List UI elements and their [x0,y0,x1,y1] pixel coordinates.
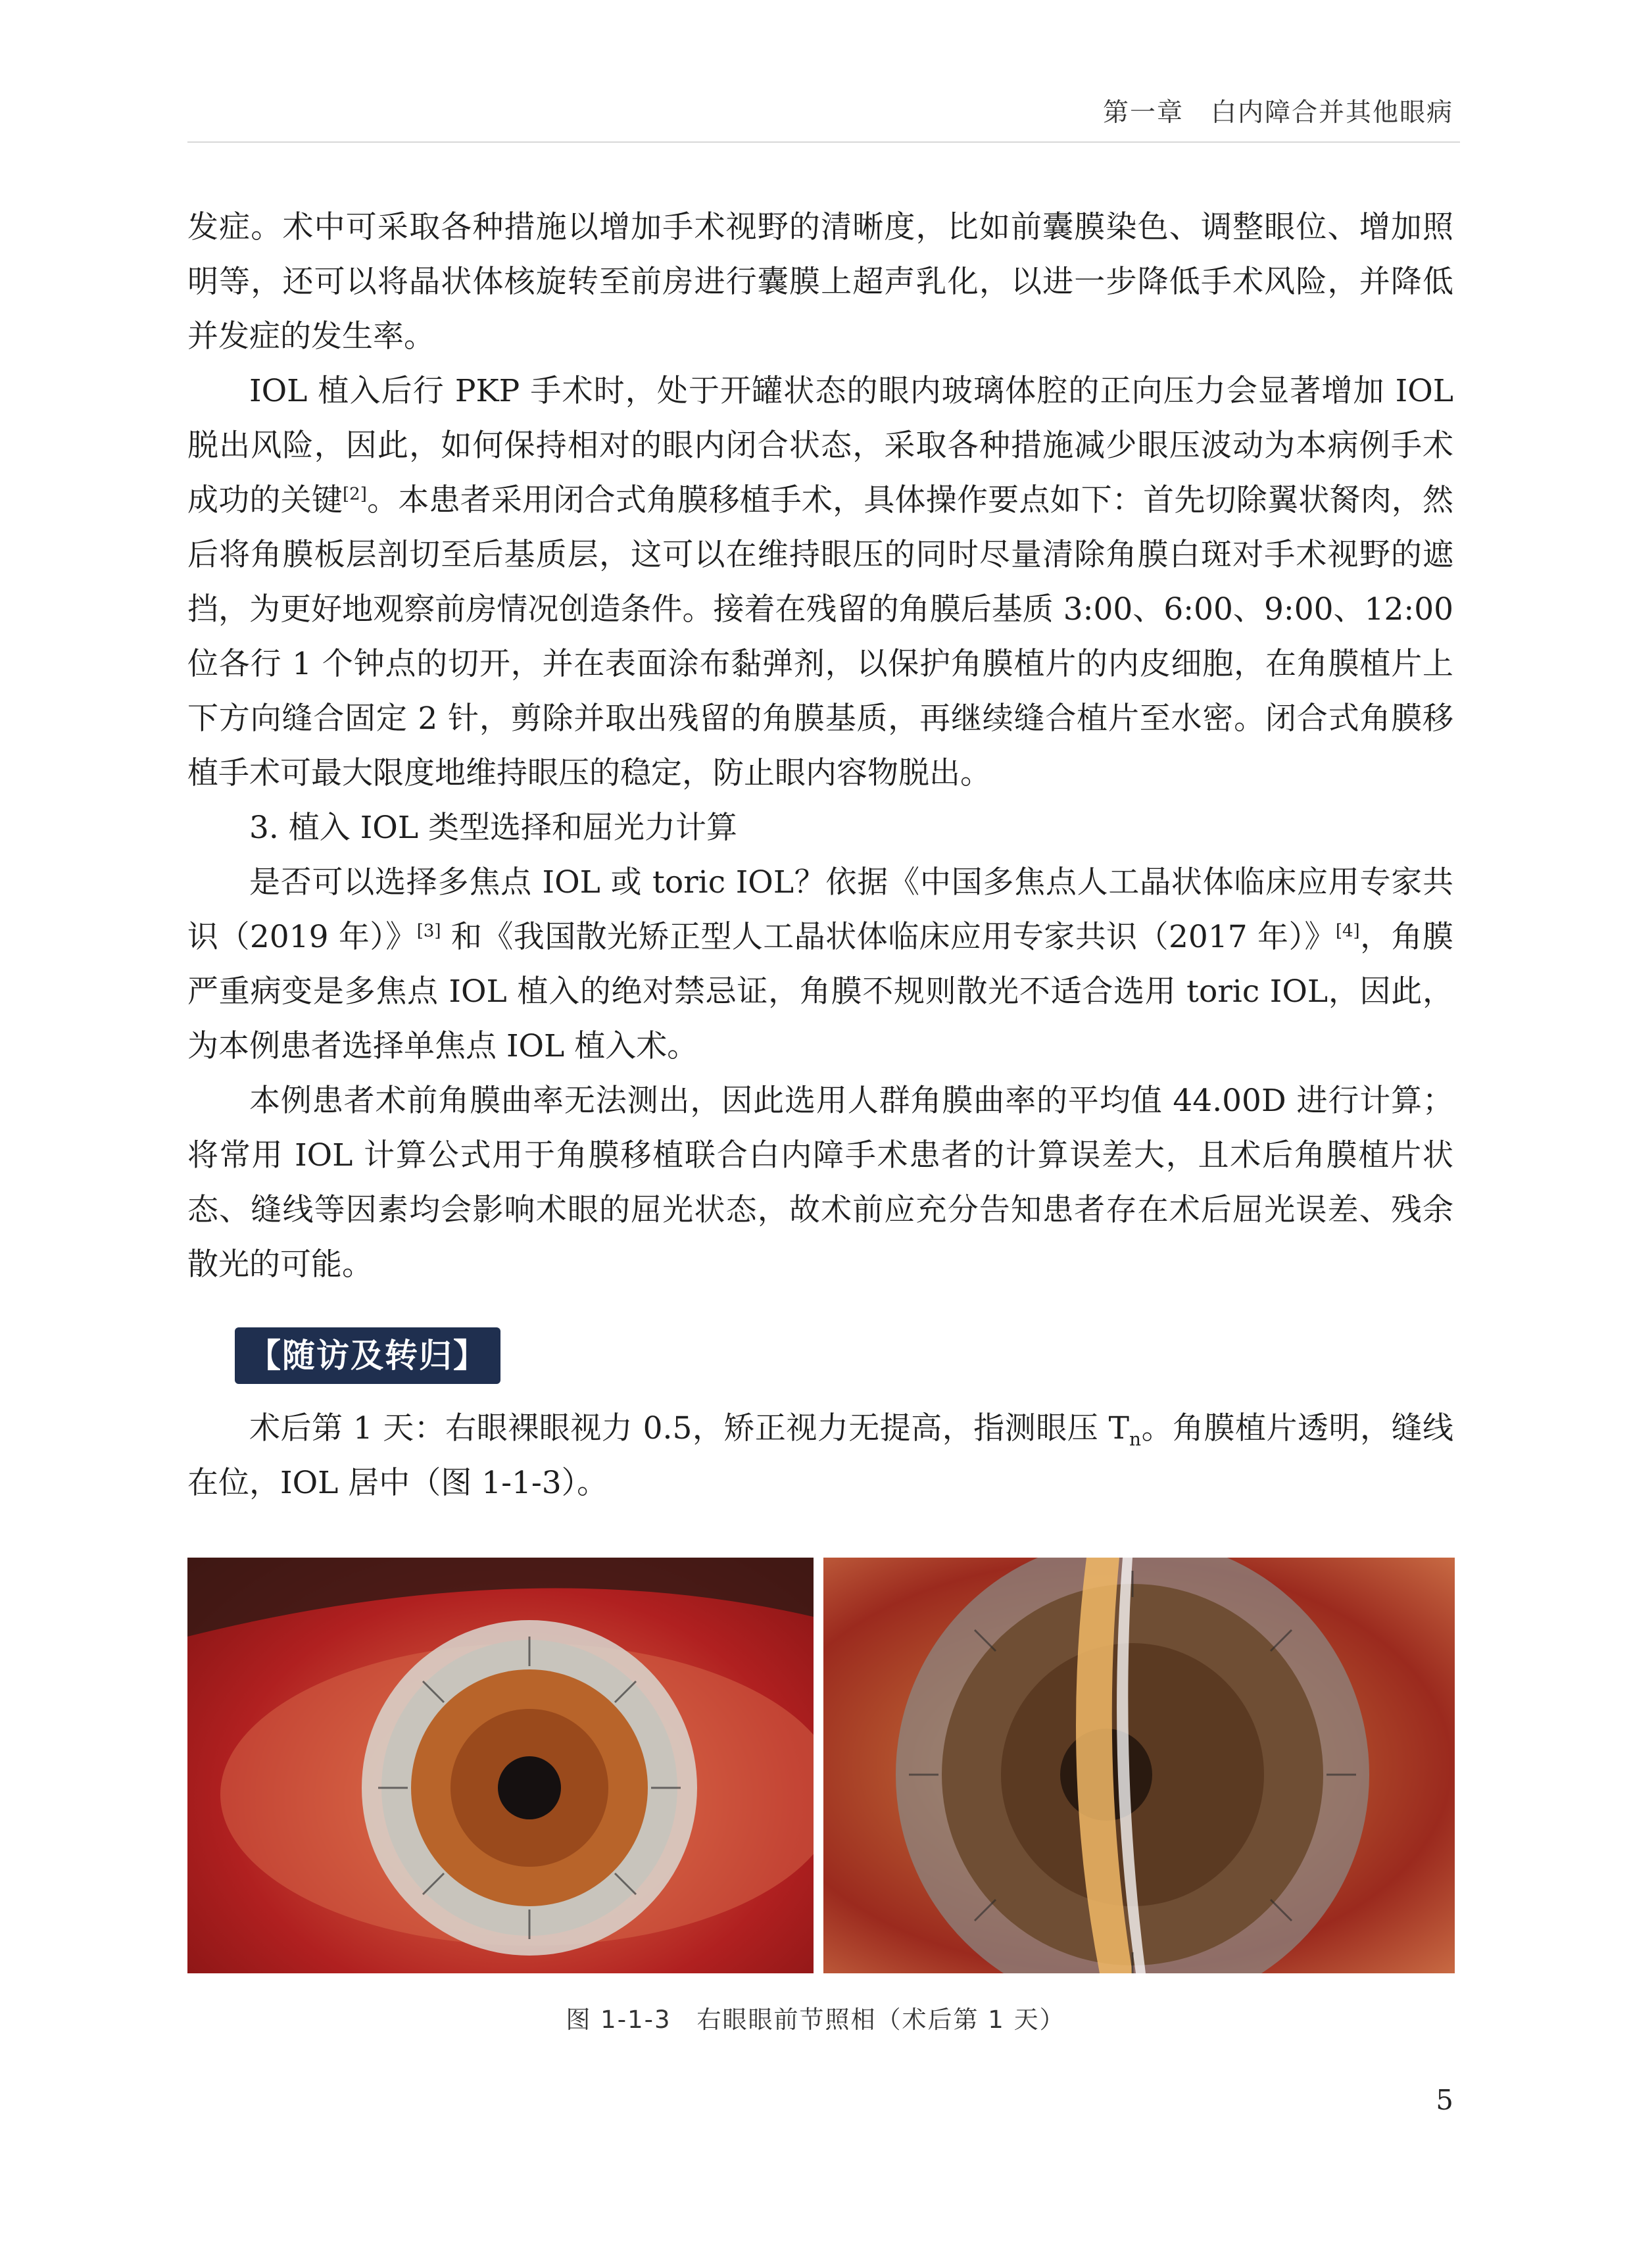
header-divider [187,141,1460,143]
paragraph-5 [187,1401,1453,1510]
eye-photo-left [187,1558,814,1973]
citation-4: [4] [1335,921,1360,941]
paragraph-5-part-b: 。角膜植片透明，缝线在位，IOL 居中（图 1-1-3）。 [187,1410,1453,1501]
paragraph-3-part-a: 是否可以选择多焦点 IOL 或 toric IOL？依据《中国多焦点人工晶状体临床应用专家共识（2019 年）》 [187,864,1453,955]
page-number: 5 [1436,2084,1453,2116]
body-text [187,200,1453,1292]
paragraph-3-part-b: 和《我国散光矫正型人工晶状体临床应用专家共识（2017 年）》 [441,919,1336,955]
eye-photo-right [823,1558,1455,1973]
paragraph-5-part-a: 术后第 1 天：右眼裸眼视力 0.5，矫正视力无提高，指测眼压 T [249,1410,1130,1446]
section-heading-followup: 【随访及转归】 [235,1327,500,1384]
eye-photo-left-illustration [187,1558,814,1973]
paragraph-3-part-c: ，角膜严重病变是多焦点 IOL 植入的绝对禁忌证，角膜不规则散光不适合选用 toric IOL，因此，为本例患者选择单焦点 IOL 植入术。 [187,919,1453,1064]
figure-caption: 图 1-1-3 右眼眼前节照相（术后第 1 天） [566,2006,1065,2034]
running-header: 第一章 白内障合并其他眼病 [1102,98,1453,128]
citation-2: [2] [343,484,367,505]
paragraph-2 [187,364,1453,801]
paragraph-1: 发症。术中可采取各种措施以增加手术视野的清晰度，比如前囊膜染色、调整眼位、增加照明等，还可以将晶状体核旋转至前房进行囊膜上超声乳化，以进一步降低手术风险，并降低并发症的发生率。 [187,209,1453,355]
eye-photo-right-illustration [823,1558,1455,1973]
followup-text [187,1401,1453,1510]
subheading-iol-selection: 3. 植入 IOL 类型选择和屈光力计算 [249,810,737,846]
paragraph-4: 本例患者术前角膜曲率无法测出，因此选用人群角膜曲率的平均值 44.00D 进行计算；将常用 IOL 计算公式用于角膜移植联合白内障手术患者的计算误差大，且术后角膜植片状态、缝线等因素均会影响术眼的屈光状态，故术前应充分告知患者存在术后屈光误差、残余散光的可能。 [187,1083,1453,1283]
paragraph-2-part-b: 。本患者采用闭合式角膜移植手术，具体操作要点如下：首先切除翼状胬肉，然后将角膜板层剖切至后基质层，这可以在维持眼压的同时尽量清除角膜白斑对手术视野的遮挡，为更好地观察前房情况创造条件。接着在残留的角膜后基质 3:00、6:00、9:00、12:00 位各行 1 个钟点的切开，并在表面涂布黏弹剂，以保护角膜植片的内皮细胞，在角膜植片上下方向缝合固定 2 针，剪除并取出残留的角膜基质，再继续缝合植片至水密。闭合式角膜移植手术可最大限度地维持眼压的稳定，防止眼内容物脱出。 [187,482,1454,791]
paragraph-2-part-a: IOL 植入后行 PKP 手术时，处于开罐状态的眼内玻璃体腔的正向压力会显著增加 IOL 脱出风险，因此，如何保持相对的眼内闭合状态，采取各种措施减少眼压波动为本病例手术成功的关键 [187,373,1453,518]
citation-3: [3] [416,921,441,941]
tension-subscript: n [1129,1428,1142,1450]
paragraph-3 [187,855,1453,1073]
